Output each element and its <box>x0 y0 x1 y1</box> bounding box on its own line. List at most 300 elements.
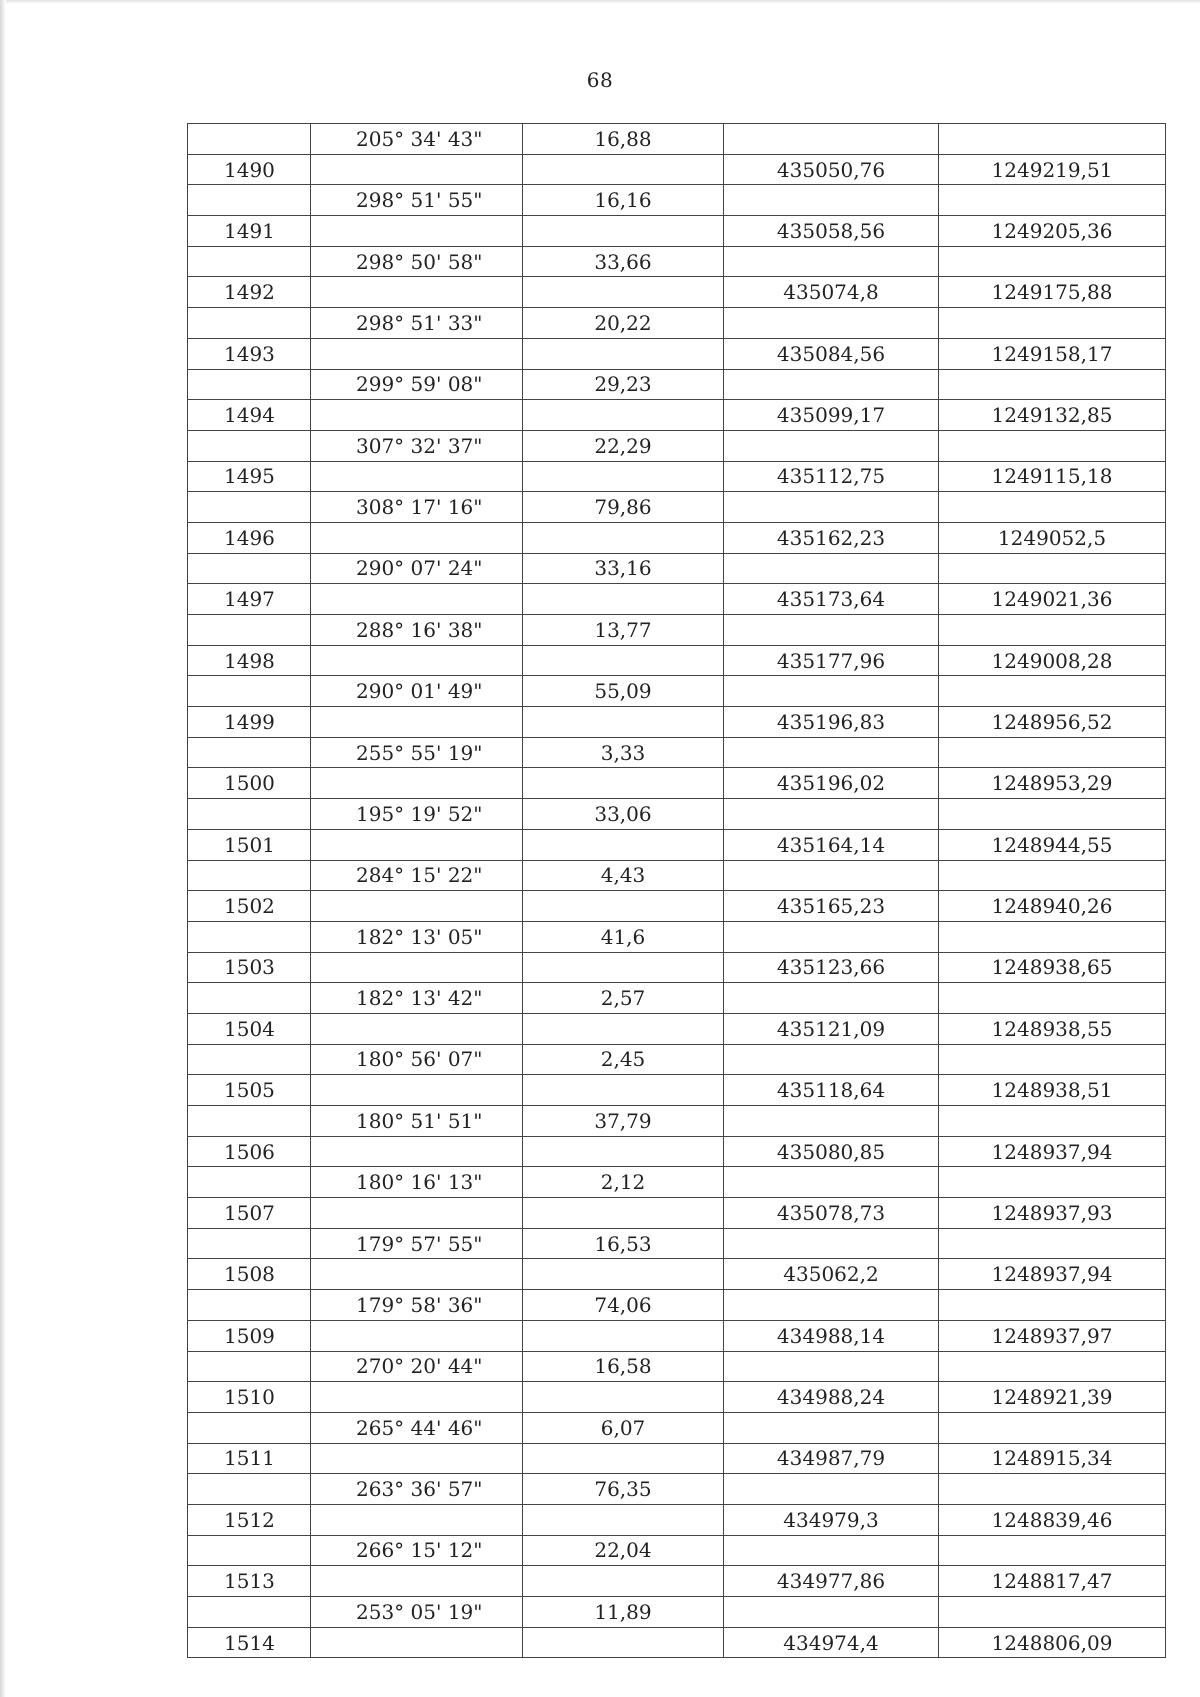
distance-cell: 33,16 <box>523 553 724 584</box>
direction-angle-cell <box>311 1075 523 1106</box>
table-row <box>188 921 1166 952</box>
coordinates-table <box>187 123 1166 1658</box>
x-coordinate-cell: 434979,3 <box>724 1504 939 1535</box>
table-row <box>188 768 1166 799</box>
x-coordinate-cell <box>724 1106 939 1137</box>
point-number-cell <box>188 799 311 830</box>
direction-angle-cell: 180° 56' 07" <box>311 1044 523 1075</box>
x-coordinate-cell: 435196,02 <box>724 768 939 799</box>
table-row <box>188 492 1166 523</box>
direction-angle-cell: 298° 50' 58" <box>311 246 523 277</box>
distance-cell: 2,57 <box>523 983 724 1014</box>
distance-cell <box>523 1013 724 1044</box>
y-coordinate-cell: 1248937,94 <box>939 1259 1166 1290</box>
distance-cell <box>523 952 724 983</box>
table-row <box>188 799 1166 830</box>
direction-angle-cell: 298° 51' 33" <box>311 308 523 339</box>
distance-cell <box>523 1627 724 1658</box>
x-coordinate-cell: 434987,79 <box>724 1443 939 1474</box>
direction-angle-cell <box>311 1566 523 1597</box>
y-coordinate-cell: 1249219,51 <box>939 154 1166 185</box>
point-number-cell <box>188 1167 311 1198</box>
direction-angle-cell <box>311 1013 523 1044</box>
direction-angle-cell <box>311 829 523 860</box>
x-coordinate-cell: 435062,2 <box>724 1259 939 1290</box>
direction-angle-cell: 265° 44' 46" <box>311 1412 523 1443</box>
x-coordinate-cell <box>724 983 939 1014</box>
distance-cell: 29,23 <box>523 369 724 400</box>
table-row <box>188 891 1166 922</box>
distance-cell <box>523 645 724 676</box>
x-coordinate-cell: 435162,23 <box>724 522 939 553</box>
x-coordinate-cell <box>724 553 939 584</box>
direction-angle-cell <box>311 768 523 799</box>
y-coordinate-cell <box>939 1106 1166 1137</box>
x-coordinate-cell: 435078,73 <box>724 1198 939 1229</box>
point-number-cell <box>188 983 311 1014</box>
table-row <box>188 308 1166 339</box>
table-row <box>188 1290 1166 1321</box>
point-number-cell: 1507 <box>188 1198 311 1229</box>
table-row <box>188 522 1166 553</box>
distance-cell: 2,12 <box>523 1167 724 1198</box>
y-coordinate-cell: 1249052,5 <box>939 522 1166 553</box>
point-number-cell <box>188 860 311 891</box>
direction-angle-cell <box>311 645 523 676</box>
x-coordinate-cell: 435050,76 <box>724 154 939 185</box>
direction-angle-cell <box>311 1198 523 1229</box>
distance-cell <box>523 154 724 185</box>
y-coordinate-cell: 1248921,39 <box>939 1382 1166 1413</box>
distance-cell <box>523 338 724 369</box>
point-number-cell <box>188 737 311 768</box>
direction-angle-cell: 195° 19' 52" <box>311 799 523 830</box>
distance-cell <box>523 891 724 922</box>
direction-angle-cell: 179° 58' 36" <box>311 1290 523 1321</box>
y-coordinate-cell <box>939 308 1166 339</box>
table-row <box>188 369 1166 400</box>
point-number-cell <box>188 1535 311 1566</box>
table-row <box>188 154 1166 185</box>
direction-angle-cell: 284° 15' 22" <box>311 860 523 891</box>
y-coordinate-cell: 1248940,26 <box>939 891 1166 922</box>
table-row <box>188 1075 1166 1106</box>
direction-angle-cell: 266° 15' 12" <box>311 1535 523 1566</box>
distance-cell <box>523 1198 724 1229</box>
x-coordinate-cell: 435112,75 <box>724 461 939 492</box>
distance-cell: 33,06 <box>523 799 724 830</box>
x-coordinate-cell <box>724 1597 939 1628</box>
y-coordinate-cell <box>939 676 1166 707</box>
table-row <box>188 246 1166 277</box>
point-number-cell: 1499 <box>188 707 311 738</box>
x-coordinate-cell <box>724 1474 939 1505</box>
distance-cell <box>523 1504 724 1535</box>
distance-cell: 20,22 <box>523 308 724 339</box>
direction-angle-cell: 263° 36' 57" <box>311 1474 523 1505</box>
x-coordinate-cell <box>724 430 939 461</box>
direction-angle-cell: 307° 32' 37" <box>311 430 523 461</box>
table-row <box>188 1044 1166 1075</box>
table-row <box>188 185 1166 216</box>
page-number: 68 <box>586 68 614 92</box>
y-coordinate-cell <box>939 1474 1166 1505</box>
distance-cell: 33,66 <box>523 246 724 277</box>
point-number-cell: 1496 <box>188 522 311 553</box>
table-row <box>188 1474 1166 1505</box>
point-number-cell: 1512 <box>188 1504 311 1535</box>
direction-angle-cell: 288° 16' 38" <box>311 615 523 646</box>
direction-angle-cell <box>311 154 523 185</box>
point-number-cell: 1504 <box>188 1013 311 1044</box>
distance-cell <box>523 1075 724 1106</box>
distance-cell: 22,04 <box>523 1535 724 1566</box>
y-coordinate-cell <box>939 799 1166 830</box>
point-number-cell: 1509 <box>188 1320 311 1351</box>
table-row <box>188 737 1166 768</box>
direction-angle-cell <box>311 1259 523 1290</box>
y-coordinate-cell: 1248817,47 <box>939 1566 1166 1597</box>
direction-angle-cell <box>311 216 523 247</box>
distance-cell: 11,89 <box>523 1597 724 1628</box>
point-number-cell: 1492 <box>188 277 311 308</box>
y-coordinate-cell: 1248937,94 <box>939 1136 1166 1167</box>
table-row <box>188 952 1166 983</box>
direction-angle-cell: 180° 51' 51" <box>311 1106 523 1137</box>
y-coordinate-cell <box>939 1597 1166 1628</box>
table-row <box>188 124 1166 155</box>
distance-cell: 13,77 <box>523 615 724 646</box>
y-coordinate-cell <box>939 737 1166 768</box>
table-row <box>188 461 1166 492</box>
direction-angle-cell: 290° 01' 49" <box>311 676 523 707</box>
table-row <box>188 1106 1166 1137</box>
point-number-cell: 1508 <box>188 1259 311 1290</box>
x-coordinate-cell <box>724 921 939 952</box>
table-row <box>188 1259 1166 1290</box>
distance-cell <box>523 1443 724 1474</box>
y-coordinate-cell: 1248937,97 <box>939 1320 1166 1351</box>
distance-cell: 76,35 <box>523 1474 724 1505</box>
distance-cell: 4,43 <box>523 860 724 891</box>
distance-cell: 22,29 <box>523 430 724 461</box>
table-row <box>188 277 1166 308</box>
y-coordinate-cell <box>939 1290 1166 1321</box>
y-coordinate-cell: 1249158,17 <box>939 338 1166 369</box>
x-coordinate-cell: 435173,64 <box>724 584 939 615</box>
table-row <box>188 400 1166 431</box>
coordinates-table-body <box>188 124 1166 1658</box>
y-coordinate-cell <box>939 1412 1166 1443</box>
y-coordinate-cell: 1248938,55 <box>939 1013 1166 1044</box>
x-coordinate-cell: 435080,85 <box>724 1136 939 1167</box>
y-coordinate-cell: 1249132,85 <box>939 400 1166 431</box>
y-coordinate-cell: 1248937,93 <box>939 1198 1166 1229</box>
x-coordinate-cell <box>724 737 939 768</box>
x-coordinate-cell <box>724 492 939 523</box>
y-coordinate-cell: 1249175,88 <box>939 277 1166 308</box>
point-number-cell: 1505 <box>188 1075 311 1106</box>
table-row <box>188 584 1166 615</box>
table-row <box>188 676 1166 707</box>
point-number-cell: 1491 <box>188 216 311 247</box>
y-coordinate-cell <box>939 860 1166 891</box>
y-coordinate-cell: 1249115,18 <box>939 461 1166 492</box>
distance-cell <box>523 1136 724 1167</box>
table-row <box>188 1443 1166 1474</box>
x-coordinate-cell: 434988,14 <box>724 1320 939 1351</box>
x-coordinate-cell <box>724 615 939 646</box>
distance-cell: 16,58 <box>523 1351 724 1382</box>
distance-cell <box>523 216 724 247</box>
direction-angle-cell <box>311 1504 523 1535</box>
point-number-cell <box>188 308 311 339</box>
point-number-cell <box>188 369 311 400</box>
table-row <box>188 707 1166 738</box>
point-number-cell: 1498 <box>188 645 311 676</box>
direction-angle-cell: 290° 07' 24" <box>311 553 523 584</box>
x-coordinate-cell <box>724 1351 939 1382</box>
x-coordinate-cell: 435084,56 <box>724 338 939 369</box>
direction-angle-cell: 182° 13' 05" <box>311 921 523 952</box>
direction-angle-cell <box>311 400 523 431</box>
x-coordinate-cell: 435121,09 <box>724 1013 939 1044</box>
direction-angle-cell: 205° 34' 43" <box>311 124 523 155</box>
x-coordinate-cell <box>724 1290 939 1321</box>
x-coordinate-cell <box>724 1044 939 1075</box>
table-row <box>188 1627 1166 1658</box>
y-coordinate-cell <box>939 430 1166 461</box>
y-coordinate-cell: 1248806,09 <box>939 1627 1166 1658</box>
direction-angle-cell: 180° 16' 13" <box>311 1167 523 1198</box>
table-row <box>188 553 1166 584</box>
y-coordinate-cell <box>939 615 1166 646</box>
table-row <box>188 1597 1166 1628</box>
direction-angle-cell: 299° 59' 08" <box>311 369 523 400</box>
point-number-cell <box>188 1412 311 1443</box>
x-coordinate-cell <box>724 1412 939 1443</box>
direction-angle-cell <box>311 277 523 308</box>
x-coordinate-cell: 435123,66 <box>724 952 939 983</box>
point-number-cell: 1502 <box>188 891 311 922</box>
y-coordinate-cell: 1248915,34 <box>939 1443 1166 1474</box>
x-coordinate-cell <box>724 1228 939 1259</box>
direction-angle-cell <box>311 1136 523 1167</box>
x-coordinate-cell <box>724 369 939 400</box>
table-row <box>188 1228 1166 1259</box>
point-number-cell <box>188 553 311 584</box>
direction-angle-cell: 298° 51' 55" <box>311 185 523 216</box>
y-coordinate-cell <box>939 1351 1166 1382</box>
point-number-cell: 1511 <box>188 1443 311 1474</box>
distance-cell: 79,86 <box>523 492 724 523</box>
direction-angle-cell <box>311 707 523 738</box>
direction-angle-cell <box>311 338 523 369</box>
distance-cell <box>523 461 724 492</box>
point-number-cell: 1506 <box>188 1136 311 1167</box>
x-coordinate-cell: 434988,24 <box>724 1382 939 1413</box>
point-number-cell: 1513 <box>188 1566 311 1597</box>
table-row <box>188 1351 1166 1382</box>
y-coordinate-cell <box>939 185 1166 216</box>
y-coordinate-cell: 1249021,36 <box>939 584 1166 615</box>
distance-cell <box>523 1382 724 1413</box>
table-row <box>188 1198 1166 1229</box>
direction-angle-cell: 270° 20' 44" <box>311 1351 523 1382</box>
y-coordinate-cell: 1248938,51 <box>939 1075 1166 1106</box>
y-coordinate-cell <box>939 369 1166 400</box>
direction-angle-cell <box>311 1627 523 1658</box>
distance-cell: 37,79 <box>523 1106 724 1137</box>
direction-angle-cell <box>311 522 523 553</box>
y-coordinate-cell <box>939 1228 1166 1259</box>
point-number-cell: 1497 <box>188 584 311 615</box>
point-number-cell <box>188 246 311 277</box>
distance-cell <box>523 522 724 553</box>
point-number-cell <box>188 1228 311 1259</box>
direction-angle-cell: 253° 05' 19" <box>311 1597 523 1628</box>
table-row <box>188 430 1166 461</box>
direction-angle-cell: 308° 17' 16" <box>311 492 523 523</box>
point-number-cell: 1503 <box>188 952 311 983</box>
y-coordinate-cell <box>939 492 1166 523</box>
x-coordinate-cell <box>724 185 939 216</box>
table-row <box>188 645 1166 676</box>
x-coordinate-cell <box>724 1535 939 1566</box>
x-coordinate-cell <box>724 676 939 707</box>
point-number-cell <box>188 676 311 707</box>
point-number-cell <box>188 492 311 523</box>
table-row <box>188 615 1166 646</box>
y-coordinate-cell <box>939 553 1166 584</box>
table-row <box>188 860 1166 891</box>
x-coordinate-cell: 435099,17 <box>724 400 939 431</box>
direction-angle-cell <box>311 584 523 615</box>
y-coordinate-cell: 1249205,36 <box>939 216 1166 247</box>
y-coordinate-cell: 1249008,28 <box>939 645 1166 676</box>
distance-cell: 16,53 <box>523 1228 724 1259</box>
table-row <box>188 1504 1166 1535</box>
distance-cell <box>523 1320 724 1351</box>
x-coordinate-cell: 435165,23 <box>724 891 939 922</box>
x-coordinate-cell <box>724 124 939 155</box>
point-number-cell <box>188 1044 311 1075</box>
point-number-cell: 1493 <box>188 338 311 369</box>
distance-cell: 41,6 <box>523 921 724 952</box>
distance-cell: 3,33 <box>523 737 724 768</box>
distance-cell: 74,06 <box>523 1290 724 1321</box>
direction-angle-cell <box>311 952 523 983</box>
table-row <box>188 216 1166 247</box>
direction-angle-cell <box>311 1443 523 1474</box>
table-row <box>188 1566 1166 1597</box>
y-coordinate-cell: 1248944,55 <box>939 829 1166 860</box>
direction-angle-cell <box>311 1320 523 1351</box>
point-number-cell: 1495 <box>188 461 311 492</box>
x-coordinate-cell: 435058,56 <box>724 216 939 247</box>
x-coordinate-cell: 434977,86 <box>724 1566 939 1597</box>
direction-angle-cell <box>311 1382 523 1413</box>
x-coordinate-cell <box>724 799 939 830</box>
y-coordinate-cell <box>939 1167 1166 1198</box>
point-number-cell <box>188 921 311 952</box>
distance-cell <box>523 400 724 431</box>
distance-cell: 16,16 <box>523 185 724 216</box>
y-coordinate-cell <box>939 1535 1166 1566</box>
distance-cell <box>523 1566 724 1597</box>
point-number-cell <box>188 1351 311 1382</box>
scan-edge-left <box>0 0 6 1697</box>
table-row <box>188 1382 1166 1413</box>
table-row <box>188 1136 1166 1167</box>
point-number-cell <box>188 1474 311 1505</box>
x-coordinate-cell: 434974,4 <box>724 1627 939 1658</box>
x-coordinate-cell: 435164,14 <box>724 829 939 860</box>
point-number-cell <box>188 124 311 155</box>
distance-cell: 2,45 <box>523 1044 724 1075</box>
distance-cell: 16,88 <box>523 124 724 155</box>
point-number-cell: 1514 <box>188 1627 311 1658</box>
point-number-cell <box>188 430 311 461</box>
y-coordinate-cell <box>939 1044 1166 1075</box>
direction-angle-cell: 255° 55' 19" <box>311 737 523 768</box>
x-coordinate-cell: 435118,64 <box>724 1075 939 1106</box>
y-coordinate-cell <box>939 921 1166 952</box>
x-coordinate-cell <box>724 1167 939 1198</box>
y-coordinate-cell <box>939 124 1166 155</box>
x-coordinate-cell <box>724 308 939 339</box>
distance-cell <box>523 1259 724 1290</box>
distance-cell <box>523 829 724 860</box>
direction-angle-cell <box>311 461 523 492</box>
table-row <box>188 338 1166 369</box>
point-number-cell: 1501 <box>188 829 311 860</box>
distance-cell <box>523 584 724 615</box>
table-row <box>188 829 1166 860</box>
point-number-cell <box>188 615 311 646</box>
y-coordinate-cell: 1248938,65 <box>939 952 1166 983</box>
direction-angle-cell: 179° 57' 55" <box>311 1228 523 1259</box>
table-row <box>188 1412 1166 1443</box>
point-number-cell <box>188 1290 311 1321</box>
table-row <box>188 1535 1166 1566</box>
x-coordinate-cell: 435074,8 <box>724 277 939 308</box>
distance-cell: 55,09 <box>523 676 724 707</box>
x-coordinate-cell: 435177,96 <box>724 645 939 676</box>
table-row <box>188 1013 1166 1044</box>
y-coordinate-cell: 1248953,29 <box>939 768 1166 799</box>
point-number-cell: 1494 <box>188 400 311 431</box>
distance-cell: 6,07 <box>523 1412 724 1443</box>
distance-cell <box>523 768 724 799</box>
x-coordinate-cell: 435196,83 <box>724 707 939 738</box>
table-row <box>188 1320 1166 1351</box>
distance-cell <box>523 277 724 308</box>
point-number-cell <box>188 1597 311 1628</box>
y-coordinate-cell: 1248956,52 <box>939 707 1166 738</box>
direction-angle-cell: 182° 13' 42" <box>311 983 523 1014</box>
x-coordinate-cell <box>724 246 939 277</box>
point-number-cell <box>188 185 311 216</box>
y-coordinate-cell <box>939 983 1166 1014</box>
y-coordinate-cell <box>939 246 1166 277</box>
direction-angle-cell <box>311 891 523 922</box>
x-coordinate-cell <box>724 860 939 891</box>
point-number-cell: 1510 <box>188 1382 311 1413</box>
table-row <box>188 1167 1166 1198</box>
table-row <box>188 983 1166 1014</box>
distance-cell <box>523 707 724 738</box>
